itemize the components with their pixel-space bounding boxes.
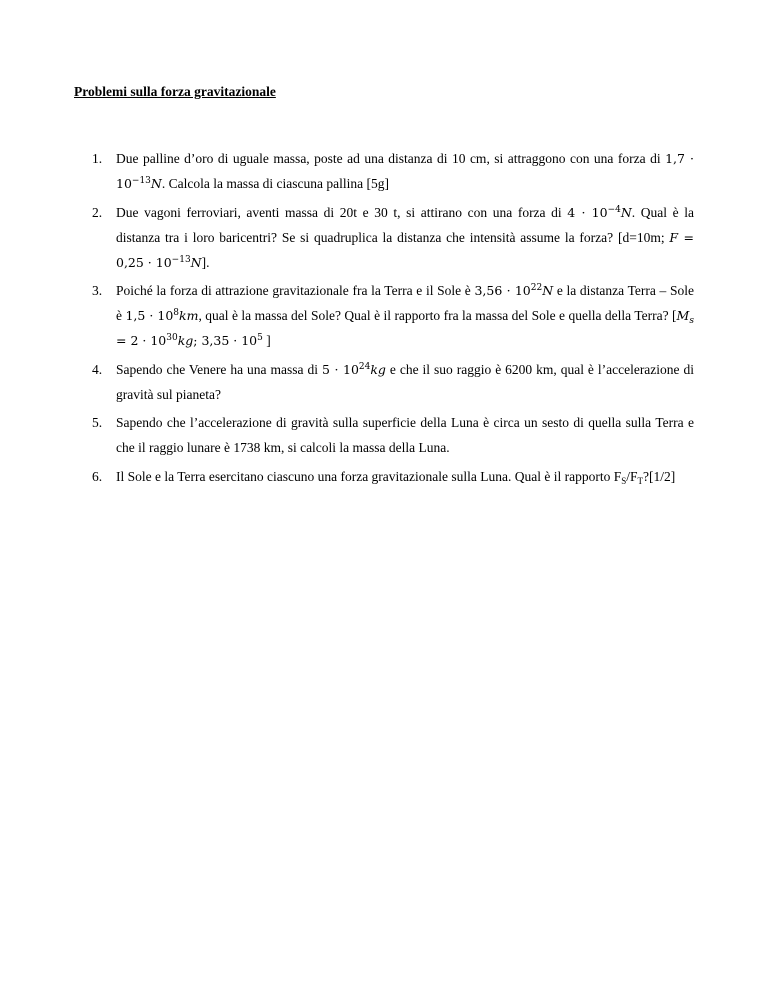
problem-text: . Calcola la massa di ciascuna pallina [5g]: [161, 176, 390, 191]
math-value: 3,56 · 10: [474, 283, 531, 298]
problem-number: 4.: [92, 361, 103, 377]
math-variable: F: [669, 229, 679, 245]
problem-text: Sapendo che Venere ha una massa di: [116, 361, 322, 377]
problem-item-3: [92, 278, 694, 353]
problem-text: Due palline d’oro di uguale massa, poste ad una distanza di 10 cm, si attraggono con una forza di: [116, 151, 666, 166]
math-value: 1,5 · 10: [125, 308, 174, 323]
problem-number: 3.: [92, 283, 103, 298]
math-unit: N: [542, 283, 554, 298]
math-exponent: 5: [257, 333, 263, 343]
math-exponent: 8: [173, 308, 180, 318]
math-variable: M: [676, 308, 690, 323]
math-unit: kg: [177, 333, 194, 348]
math-value: 5 · 10: [321, 361, 359, 377]
problem-item-5: [92, 410, 694, 460]
math-exponent: −4: [607, 204, 621, 215]
math-expression: [474, 283, 553, 298]
math-subscript: s: [689, 316, 694, 326]
math-unit: N: [620, 204, 632, 220]
math-exponent: 22: [530, 283, 543, 293]
math-value: = 2 · 10: [116, 333, 167, 348]
force-subscript: S: [621, 475, 627, 486]
math-unit: kg: [370, 361, 386, 377]
math-exponent: 24: [358, 361, 371, 372]
problem-text: Due vagoni ferroviari, aventi massa di 20t e 30 t, si attirano con una forza di: [116, 204, 568, 220]
problem-text: Poiché la forza di attrazione gravitazionale fra la Terra e il Sole è: [116, 283, 475, 298]
problem-text: Il Sole e la Terra esercitano ciascuno una forza gravitazionale sulla Luna. Qual è il rapporto F: [116, 468, 622, 484]
problem-number: 2.: [92, 204, 103, 220]
force-subscript: T: [637, 475, 644, 486]
problem-item-1: [92, 146, 694, 196]
math-value: = 0,25 · 10: [116, 229, 694, 270]
problem-item-4: [92, 357, 695, 407]
math-value: 4 · 10: [567, 204, 608, 220]
problem-text: /F: [626, 468, 638, 484]
problem-item-6: [92, 464, 694, 489]
math-exponent: −13: [131, 176, 151, 186]
problem-number: 5.: [92, 415, 103, 430]
problem-text: e che il suo raggio è 6200 km, qual è l’accelerazione di gravità sul pianeta?: [116, 361, 695, 402]
math-exponent: 30: [166, 333, 178, 343]
math-expression: [125, 308, 198, 323]
problem-text: Sapendo che l’accelerazione di gravità sulla superficie della Luna è circa un sesto di quella sulla Terra e che il raggio lunare è 1738 km, si calcoli la massa della Luna.: [116, 415, 694, 455]
problem-text: ].: [201, 254, 210, 270]
problem-number: 1.: [92, 151, 103, 166]
problem-text: , qual è la massa del Sole? Qual è il rapporto fra la massa del Sole e quella della Terra? [: [198, 308, 677, 323]
math-value: 1,7 · 10: [116, 151, 694, 191]
document-title: Problemi sulla forza gravitazionale: [74, 84, 276, 99]
problem-number: 6.: [92, 468, 103, 484]
math-value: ; 3,35 · 10: [193, 333, 258, 348]
math-exponent: −13: [171, 254, 191, 265]
math-expression: [567, 205, 632, 220]
math-expression: [322, 362, 386, 377]
math-unit: N: [190, 254, 202, 270]
math-unit: km: [179, 308, 199, 323]
problem-text: . Qual è la distanza tra i loro baricentri? Se si quadruplica la distanza che intensità assume la forza? [d=10m;: [116, 204, 695, 245]
problem-text: ?[1/2]: [643, 468, 676, 484]
problem-text: ]: [262, 333, 271, 348]
problem-text: e la distanza Terra – Sole è: [116, 283, 694, 323]
problem-item-2: [92, 200, 695, 275]
problem-list: [92, 146, 695, 492]
math-unit: N: [150, 176, 162, 191]
